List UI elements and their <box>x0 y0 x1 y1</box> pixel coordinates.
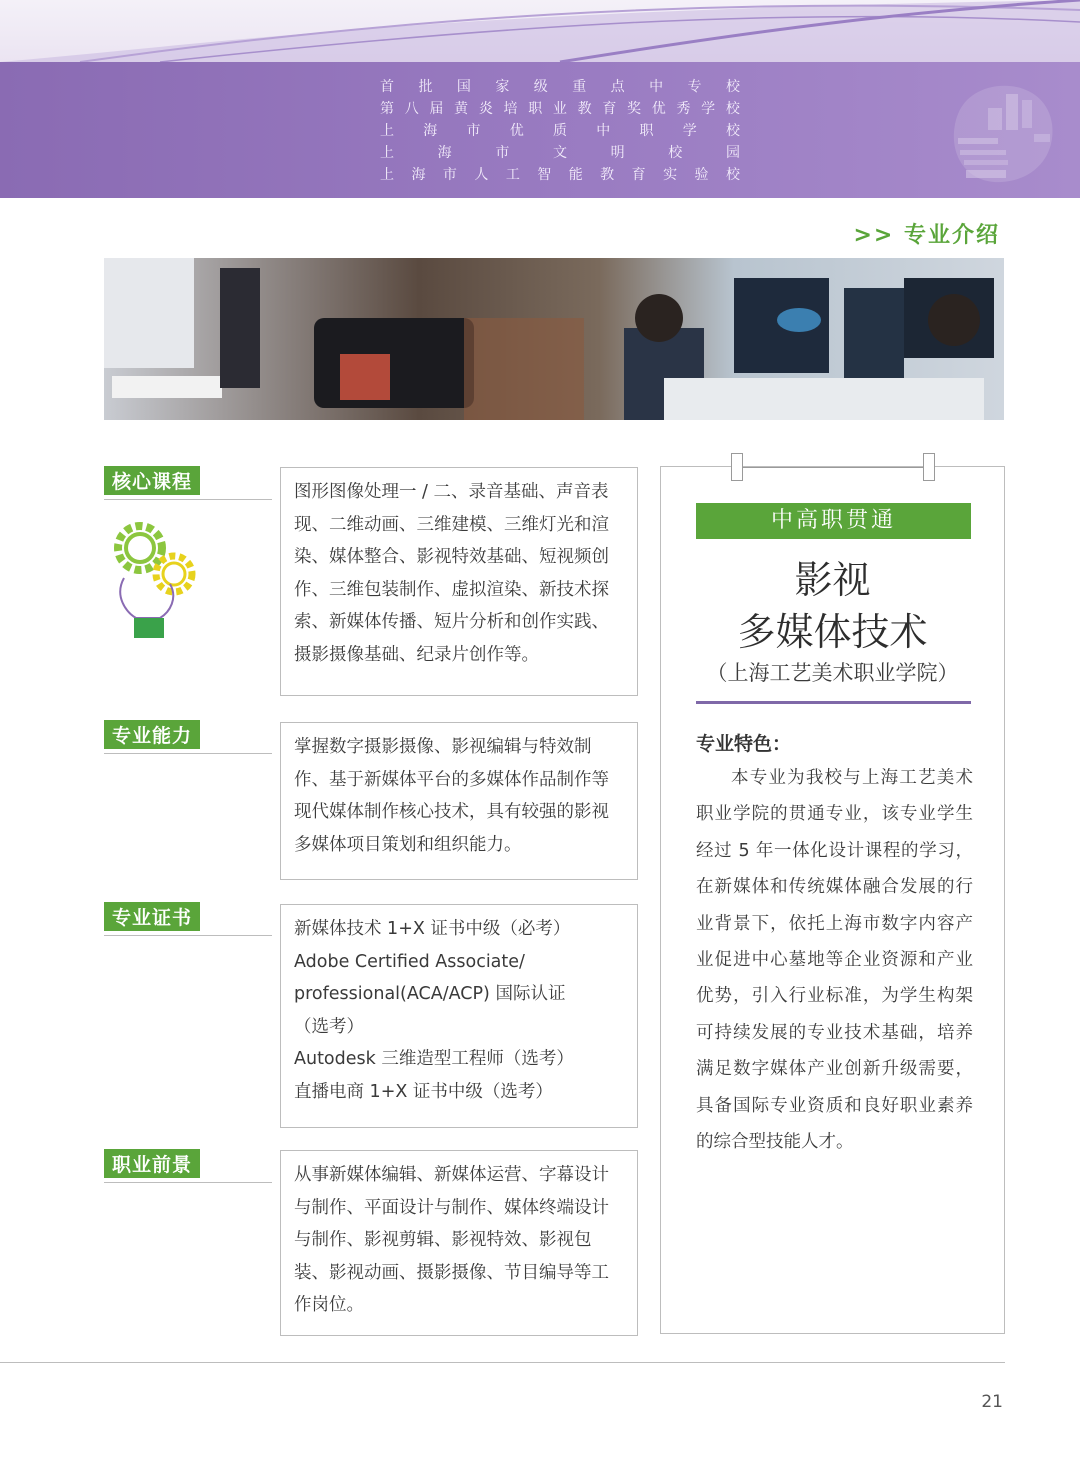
honor-char: 八 <box>404 101 419 117</box>
honor-char: 教 <box>577 101 592 117</box>
footer-divider <box>0 1362 1005 1363</box>
honor-line-5 <box>380 164 740 186</box>
honor-char: 第 <box>380 101 394 117</box>
certificate-label-block <box>104 902 272 936</box>
honor-char: 校 <box>668 145 683 161</box>
top-decoration <box>0 0 1080 62</box>
classroom-photo-icon <box>104 258 1004 420</box>
honor-char: 校 <box>725 101 740 117</box>
honor-char: 人 <box>474 167 489 183</box>
honor-char: 专 <box>687 79 702 95</box>
honor-char: 届 <box>429 101 444 117</box>
feature-heading: 专业特色： <box>696 733 792 755</box>
feature-text: 本专业为我校与上海工艺美术职业学院的贯通专业，该专业学生经过 5 年一体化设计课程的学习，在新媒体和传统媒体融合发展的行业背景下，依托上海市数字内容产业促进中心墓地等企业资源和产业优势，引入行业标准，为学生构架可持续发展的专业技术基础，培养满足数字媒体产业创新升级需要，具备国际专业资质和良好职业素养的综合型技能人才。 <box>696 768 973 1153</box>
honor-char: 上 <box>380 145 394 161</box>
honor-char: 奖 <box>627 101 642 117</box>
honor-char: 上 <box>380 123 394 139</box>
binder-line <box>739 467 923 468</box>
honor-line-3 <box>380 120 740 142</box>
ability-label: 专业能力 <box>104 720 200 749</box>
certificate-line: 新媒体技术 1+X 证书中级（必考） <box>294 919 571 939</box>
honor-char: 中 <box>596 123 611 139</box>
binder-clip <box>731 453 743 481</box>
program-title-line1: 影视 <box>794 558 871 602</box>
certificate-box <box>280 904 638 1128</box>
core-courses-label: 核心课程 <box>104 466 200 495</box>
certificate-line: （选考） <box>294 1016 364 1037</box>
divider <box>104 499 272 500</box>
honor-char: 市 <box>495 145 510 161</box>
ability-box <box>280 722 638 880</box>
school-honors <box>380 76 740 186</box>
honor-char: 优 <box>509 123 524 139</box>
honor-char: 市 <box>466 123 481 139</box>
career-label: 职业前景 <box>104 1149 200 1178</box>
honor-char: 校 <box>725 167 740 183</box>
honor-char: 级 <box>533 79 548 95</box>
honor-char: 校 <box>725 79 740 95</box>
honor-char: 批 <box>418 79 433 95</box>
career-text: 从事新媒体编辑、新媒体运营、字幕设计与制作、平面设计与制作、媒体终端设计与制作、影视剪辑、影视特效、影视包装、影视动画、摄影摄像、节目编导等工作岗位。 <box>294 1165 609 1316</box>
honor-char: 能 <box>568 167 583 183</box>
honor-char: 工 <box>505 167 520 183</box>
honor-char: 重 <box>572 79 587 95</box>
certificate-line: Adobe Certified Associate/ <box>294 951 525 972</box>
honor-char: 首 <box>380 79 394 95</box>
honor-char: 职 <box>639 123 654 139</box>
honor-char: 教 <box>600 167 615 183</box>
core-courses-box <box>280 467 638 696</box>
honor-char: 海 <box>437 145 452 161</box>
honor-char: 学 <box>701 101 716 117</box>
certificate-line: Autodesk 三维造型工程师（选考） <box>294 1049 574 1070</box>
program-type-badge: 中高职贯通 <box>696 503 971 539</box>
honor-char: 培 <box>503 101 518 117</box>
honor-line-1 <box>380 76 740 98</box>
honor-char: 海 <box>411 167 426 183</box>
program-title-line2: 多媒体技术 <box>737 610 928 654</box>
divider <box>104 1182 272 1183</box>
honor-char: 智 <box>537 167 552 183</box>
certificate-label: 专业证书 <box>104 902 200 931</box>
honor-char: 中 <box>649 79 664 95</box>
honor-char: 育 <box>602 101 617 117</box>
honor-char: 优 <box>651 101 666 117</box>
honor-char: 上 <box>380 167 394 183</box>
honor-char: 文 <box>552 145 567 161</box>
core-courses-label-block <box>104 466 272 500</box>
core-courses-text: 图形图像处理一 / 二、录音基础、声音表现、二维动画、三维建模、三维灯光和渲染、媒体整合、影视特效基础、短视频创作、三维包装制作、虚拟渲染、新技术探索、新媒体传播、短片分析和创作实践、摄影摄像基础、纪录片创作等。 <box>294 482 609 665</box>
honor-char: 育 <box>631 167 646 183</box>
honor-char: 明 <box>610 145 625 161</box>
honor-char: 职 <box>528 101 543 117</box>
page-number: 21 <box>981 1392 1003 1412</box>
honor-char: 业 <box>552 101 567 117</box>
honor-char: 学 <box>682 123 697 139</box>
career-label-block <box>104 1149 272 1183</box>
card-divider <box>696 701 971 704</box>
honor-line-2 <box>380 98 740 120</box>
header-banner <box>0 62 1080 198</box>
gear-lightbulb-icon <box>104 518 204 644</box>
ability-text: 掌握数字摄影摄像、影视编辑与特效制作、基于新媒体平台的多媒体作品制作等现代媒体制作核心技术，具有较强的影视多媒体项目策划和组织能力。 <box>294 737 609 855</box>
honor-char: 验 <box>694 167 709 183</box>
honor-char: 点 <box>610 79 625 95</box>
ability-label-block <box>104 720 272 754</box>
section-tag: >> 专业介绍 <box>853 223 1000 248</box>
honor-char: 秀 <box>676 101 691 117</box>
certificate-line: professional(ACA/ACP) 国际认证 <box>294 984 566 1005</box>
career-box <box>280 1150 638 1336</box>
divider <box>104 935 272 936</box>
partner-college: （上海工艺美术职业学院） <box>706 661 959 685</box>
honor-char: 国 <box>456 79 471 95</box>
honor-char: 黄 <box>454 101 469 117</box>
school-wordcloud-logo-icon <box>948 80 1058 186</box>
honor-char: 家 <box>495 79 510 95</box>
honor-char: 实 <box>663 167 678 183</box>
honor-char: 园 <box>725 145 740 161</box>
honor-char: 炎 <box>478 101 493 117</box>
program-card <box>660 466 1005 1334</box>
honor-line-4 <box>380 142 740 164</box>
certificate-line: 直播电商 1+X 证书中级（选考） <box>294 1081 553 1102</box>
honor-char: 质 <box>553 123 567 139</box>
honor-char: 校 <box>726 123 740 139</box>
divider <box>104 753 272 754</box>
honor-char: 海 <box>423 123 438 139</box>
honor-char: 市 <box>442 167 457 183</box>
binder-clip <box>923 453 935 481</box>
